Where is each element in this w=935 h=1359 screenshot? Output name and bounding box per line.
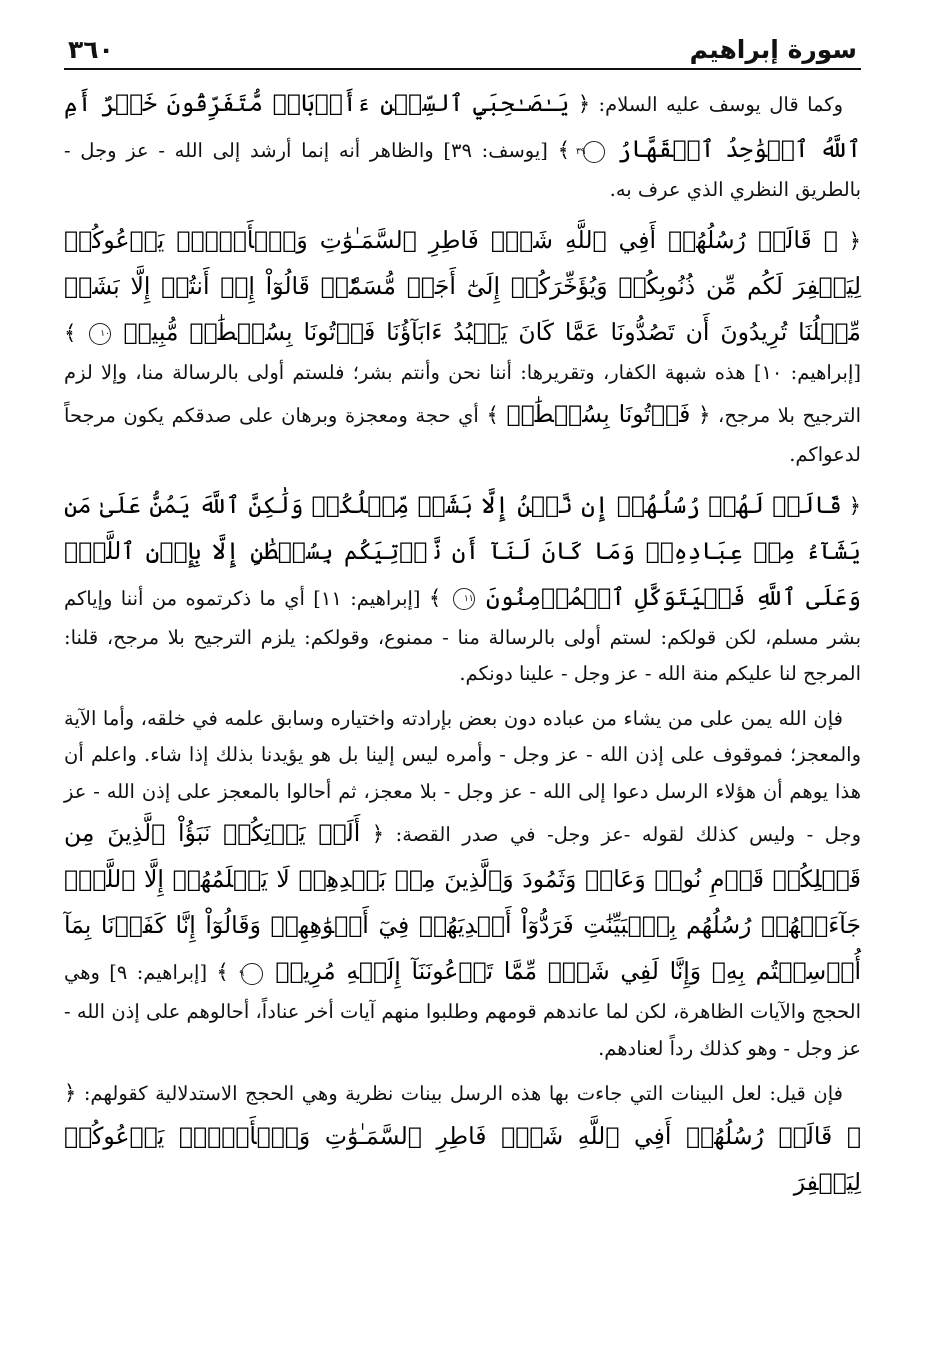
- text: فإن قيل: لعل البينات التي جاءت بها هذه الرسل بينات نظرية وهي الحجج الاستدلالية كقولهم:: [83, 1082, 843, 1105]
- quran-quote: فَأۡتُونَا بِسُلۡطَٰنٖ: [506, 400, 691, 428]
- paragraph-2: [64, 217, 861, 474]
- text: وكما قال يوسف عليه السلام:: [598, 93, 843, 116]
- surah-title: سورة إبراهيم: [689, 35, 857, 64]
- quran-open-bracket: ﴿: [577, 92, 591, 116]
- quran-verse: قَالَتۡ لَهُمۡ رُسُلُهُمۡ إِن نَّحۡنُ إِلَّا بَشَرٞ مِّثۡلُكُمۡ وَلَٰكِنَّ ٱللَّهَ يَمُنُّ عَلَىٰ مَن يَشَآءُ مِنۡ عِبَادِهِۦۖ وَمَا كَانَ لَنَآ أَن نَّأۡتِيَكُم بِسُلۡطَٰنٍ إِلَّا بِإِذۡنِ ٱللَّهِۚ وَعَلَى ٱللَّهِ فَلۡيَتَوَكَّلِ ٱلۡمُؤۡمِنُونَ: [64, 490, 862, 611]
- page-header: [64, 22, 861, 70]
- document-page: [64, 22, 861, 1213]
- quran-verse: ۞ قَالَتۡ رُسُلُهُمۡ أَفِي ٱللَّهِ شَكّٞ فَاطِرِ ٱلسَّمَـٰوَٰتِ وَٱلۡأَرۡضِۖ يَدۡعُوكُمۡ لِيَغۡفِرَ: [64, 1121, 861, 1196]
- ayah-number-marker: ١٠: [89, 323, 111, 345]
- ayah-number-marker: ١١: [453, 588, 475, 610]
- quran-close-bracket: ﴾: [557, 138, 570, 162]
- quran-open-bracket: ﴿: [64, 1081, 77, 1105]
- page-number: ٣٦٠: [68, 35, 114, 64]
- quran-open-bracket: ﴿: [848, 228, 861, 253]
- quran-verse: أَلَمۡ يَأۡتِكُمۡ نَبَؤُاْ ٱلَّذِينَ مِن قَبۡلِكُمۡ قَوۡمِ نُوحٖ وَعَادٖ وَثَمُودَ وَٱلَّذِينَ مِنۢ بَعۡدِهِمۡ لَا يَعۡلَمُهُمۡ إِلَّا ٱللَّهُۚ جَآءَتۡهُمۡ رُسُلُهُم بِٱلۡبَيِّنَٰتِ فَرَدُّوٓاْ أَيۡدِيَهُمۡ فِيٓ أَفۡوَٰهِهِمۡ وَقَالُوٓاْ إِنَّا كَفَرۡنَا بِمَآ أُرۡسِلۡتُم بِهِۦ وَإِنَّا لَفِي شَكّٖ مِّمَّا تَدۡعُونَنَآ إِلَيۡهِ مُرِيبٖ: [64, 819, 861, 985]
- quran-open-bracket: ﴿: [371, 822, 385, 846]
- ayah-number-marker: ٣٩: [583, 141, 605, 163]
- text: [إبراهيم: ١١] أي ما ذكرتموه من أننا وإياكم بشر مسلم، لكن قولكم: لستم أولى بالرسالة منا - ممنوع، وقولكم: يلزم الترجيح بلا مرجح، قلنا: المرجح لنا عليكم منة الله - عز وجل - علينا دونكم.: [64, 586, 861, 685]
- text: أي حجة ومعجزة وبرهان على صدقكم يكون مرجحاً لدعواكم.: [64, 404, 861, 466]
- quran-close-bracket: ﴾: [428, 585, 442, 610]
- text: [يوسف: ٣٩] والظاهر أنه إنما أرشد إلى الله - عز وجل - بالطريق النظري الذي عرف به.: [64, 139, 861, 201]
- page-content: [64, 80, 861, 1205]
- quran-close-bracket: ﴾: [64, 320, 77, 345]
- paragraph-4: [64, 701, 861, 1068]
- quran-verse: ۞ قَالَتۡ رُسُلُهُمۡ أَفِي ٱللَّهِ شَكّٞ فَاطِرِ ٱلسَّمَـٰوَٰتِ وَٱلۡأَرۡضِۖ يَدۡعُوكُمۡ لِيَغۡفِرَ لَكُم مِّن ذُنُوبِكُمۡ وَيُؤَخِّرَكُمۡ إِلَىٰٓ أَجَلٖ مُّسَمّٗىۚ قَالُوٓاْ إِنۡ أَنتُمۡ إِلَّا بَشَرٞ مِّثۡلُنَا تُرِيدُونَ أَن تَصُدُّونَا عَمَّا كَانَ يَعۡبُدُ ءَابَآؤُنَا فَأۡتُونَا بِسُلۡطَٰنٖ مُّبِينٖ: [64, 225, 862, 346]
- quran-open-bracket: ﴿: [848, 493, 861, 518]
- quran-verse: يَـٰصَـٰحِبَيِ ٱلسِّجۡنِ ءَأَرۡبَابٞ مُّتَفَرِّقُونَ خَيۡرٌ أَمِ ٱللَّهُ ٱلۡوَٰحِدُ ٱلۡقَهَّارُ: [64, 89, 861, 163]
- paragraph-5: [64, 1075, 861, 1205]
- paragraph-1: [64, 80, 861, 209]
- quran-close-bracket: ﴾: [216, 960, 229, 984]
- text: [إبراهيم: ١٠] هذه شبهة الكفار، وتقريرها: أننا نحن وأنتم بشر؛ فلستم أولى بالرسالة منا، وإلا لزم الترجيح بلا مرجح،: [64, 360, 862, 427]
- quran-close-bracket: ﴾: [486, 403, 499, 427]
- ayah-number-marker: ٩: [241, 963, 263, 985]
- text: [إبراهيم: ٩] وهي الحجج والآيات الظاهرة، لكن لما عاندهم قومهم وطلبوا منهم آيات أخر عناداً، أحالوهم على إذن الله - عز وجل - وهو كذلك رداً لعنادهم.: [64, 961, 861, 1060]
- quran-open-bracket: ﴿: [698, 403, 711, 427]
- paragraph-3: [64, 482, 861, 693]
- text: فإن الله يمن على من يشاء من عباده دون بعض بإرادته واختياره وسابق علمه في خلقه، وأما الآية والمعجز؛ فموقوف على إذن الله - عز وجل - وأمره ليس إلينا بل هو يؤيدنا بذلك إذا شاء. واعلم أن هذا يوهم أن هؤلاء الرسل دعوا إلى الله - عز وجل - بلا معجز، ثم أحالوا بالمعجز على إذن الله - عز وجل - وليس كذلك لقوله -عز وجل- في صدر القصة:: [64, 706, 862, 846]
